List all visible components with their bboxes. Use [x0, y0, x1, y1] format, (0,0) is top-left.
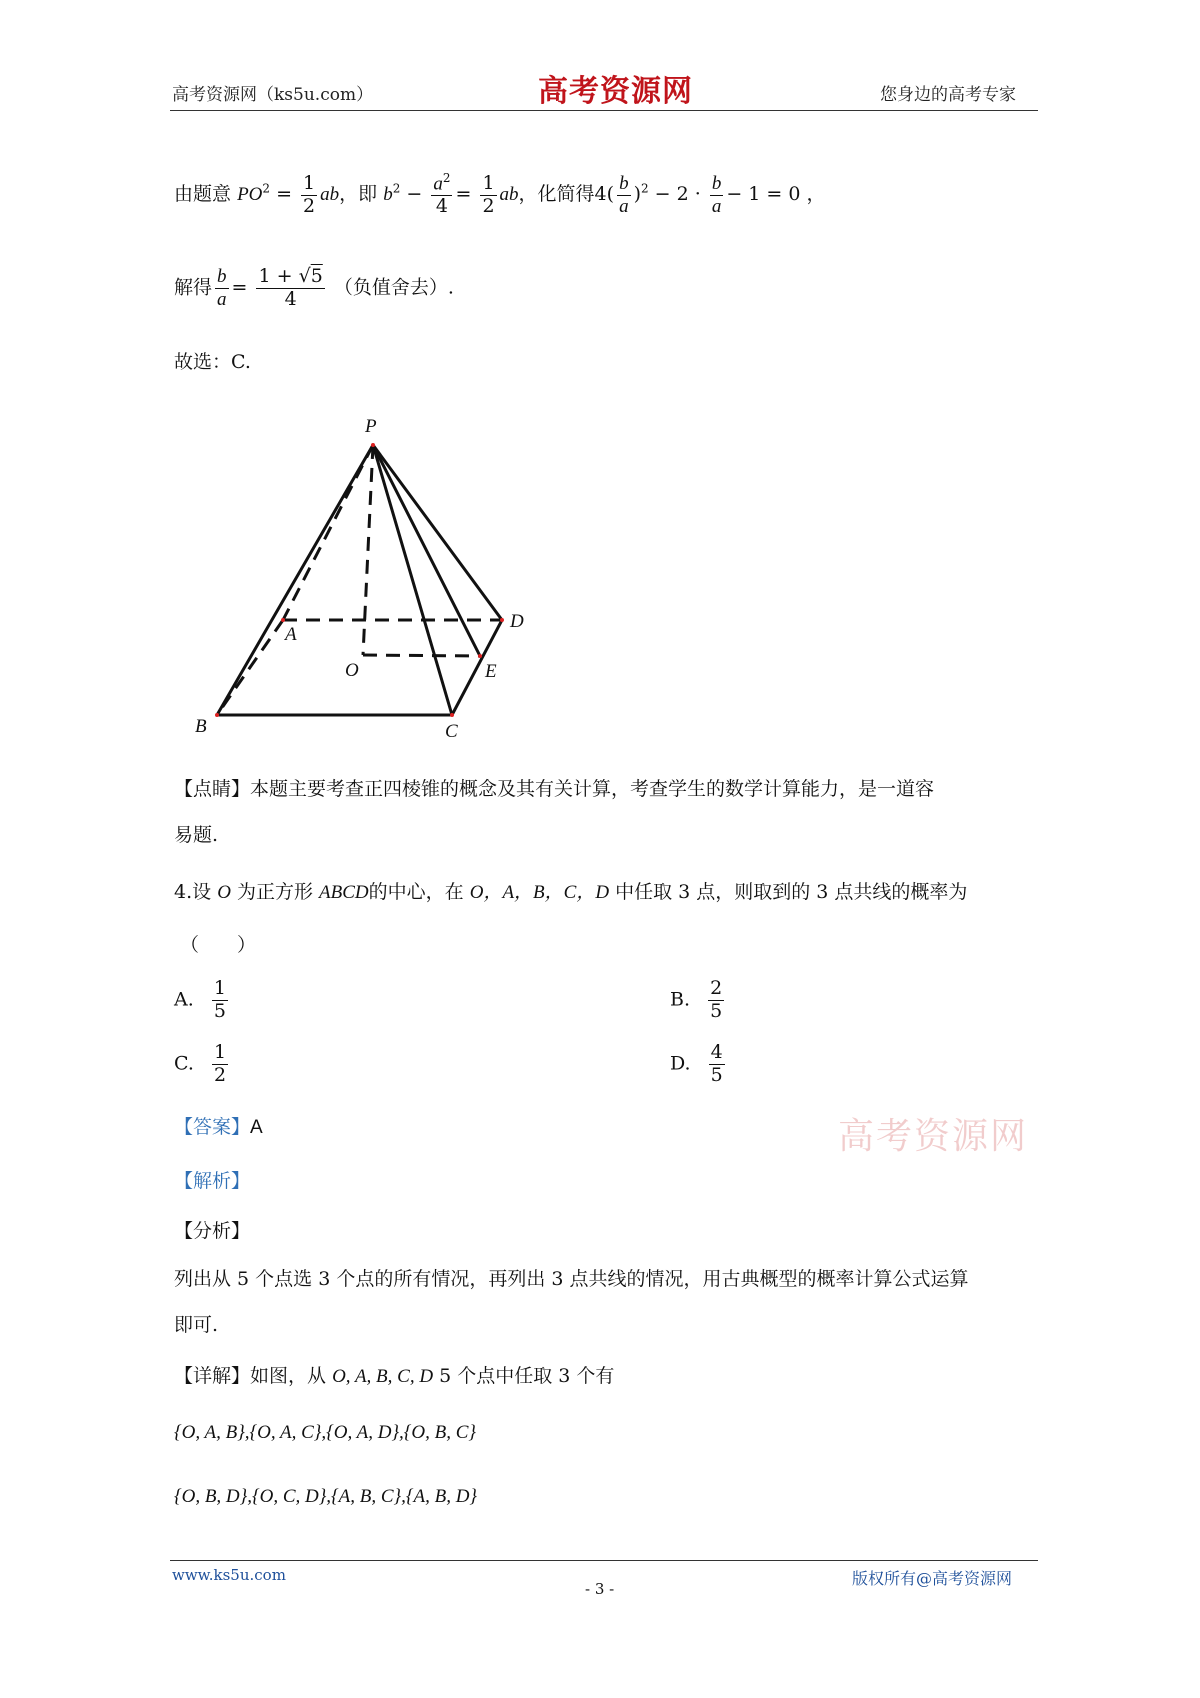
vertex-b: [215, 713, 219, 717]
option-letter: D.: [670, 1052, 691, 1075]
text-segment: 为正方形: [236, 881, 313, 903]
text-segment: 的中心，在: [368, 881, 464, 903]
fraction: $\frac{b}{a}$: [619, 172, 629, 217]
fraction: $\frac{2}{5}$: [710, 977, 723, 1022]
comment-line-2: 易题.: [174, 824, 219, 846]
option-c: [174, 1042, 231, 1087]
vertex-c: [450, 713, 454, 717]
comment-line-1: [174, 780, 934, 799]
fraction: $\frac{4}{5}$: [710, 1041, 723, 1086]
option-letter: B.: [670, 988, 691, 1011]
label-a: A: [285, 624, 297, 645]
edge-oe: [363, 655, 480, 656]
option-d: [670, 1042, 728, 1087]
fraction: $\frac{1}{2}$: [303, 171, 316, 217]
vertex-p: [371, 443, 375, 447]
text-segment: 设: [192, 881, 212, 903]
question-stem: [174, 883, 967, 902]
edge-pa: [283, 445, 373, 620]
detail-tag: 【详解】: [174, 1365, 251, 1387]
math-points: O，A，B，C，D: [469, 882, 610, 903]
page-number: - 3 -: [585, 1580, 615, 1598]
label-c: C: [445, 721, 458, 740]
watermark: 高考资源网: [838, 1116, 1029, 1157]
fraction: $\frac{1}{5}$: [213, 977, 226, 1022]
pyramid-figure: [180, 410, 540, 740]
footer-rule: [170, 1560, 1038, 1561]
answer-line: [174, 1118, 263, 1137]
vertex-a: [281, 618, 285, 622]
solution-line-2: 解得 $\frac{b}{a}$ = $\frac{1 + √5}{4}$ （负值舍去）.: [174, 265, 454, 310]
label-o: O: [345, 660, 359, 681]
label-p: P: [365, 416, 377, 437]
vertex-e: [478, 654, 482, 658]
comment-tag: 【点睛】: [174, 778, 251, 800]
text-segment: 由题意: [174, 183, 232, 206]
text-segment: ，即: [339, 183, 378, 206]
option-b: [670, 978, 727, 1023]
footer-copyright: 版权所有@高考资源网: [852, 1569, 1013, 1588]
conclusion: 故选：C.: [174, 351, 251, 373]
label-e: E: [485, 661, 497, 682]
fenxi-line-2: 即可.: [174, 1314, 219, 1336]
option-a: [174, 978, 231, 1023]
fraction: $\frac{b}{a}$: [711, 172, 722, 217]
answer-tag: 【答案】: [174, 1116, 251, 1138]
text-segment: 中任取 3 点，则取到的 3 点共线的概率为: [615, 881, 968, 903]
fraction: $\frac{1}{2}$: [482, 171, 495, 217]
label-d: D: [510, 611, 524, 632]
header-logo: 高考资源网: [538, 74, 693, 109]
edge-ab: [217, 620, 283, 715]
sets-line-1: {O, A, B},{O, A, C},{O, A, D},{O, B, C}: [174, 1422, 476, 1443]
analysis-tag: 【解析】: [174, 1170, 251, 1192]
option-letter: C.: [174, 1052, 194, 1075]
answer-parentheses: （ ）: [180, 934, 257, 956]
edge-pd: [373, 445, 502, 620]
vertex-d: [500, 618, 504, 622]
sets-line-2: {O, B, D},{O, C, D},{A, B, C},{A, B, D}: [174, 1486, 478, 1507]
math-points: O, A, B, C, D: [332, 1366, 434, 1387]
fenxi-line-1: 列出从 5 个点选 3 个点的所有情况，再列出 3 点共线的情况，用古典概型的概率计算公式运算: [174, 1268, 969, 1290]
header-slogan: 您身边的高考专家: [880, 85, 1016, 105]
text-segment: 如图，从: [250, 1365, 327, 1387]
fenxi-tag: 【分析】: [174, 1220, 251, 1242]
edge-po: [363, 445, 373, 655]
answer-value: A: [250, 1117, 263, 1138]
text-segment: ，化简得: [518, 183, 595, 206]
math-o: O: [217, 882, 231, 903]
text-segment: （负值舍去）.: [333, 276, 454, 299]
label-b: B: [195, 716, 207, 737]
option-letter: A.: [174, 988, 194, 1011]
fraction: $\frac{1 + √5}{4}$: [258, 265, 323, 310]
detail-line: [174, 1367, 614, 1386]
header-site-name: 高考资源网（ks5u.com）: [172, 85, 374, 105]
math-abcd: ABCD: [319, 882, 369, 903]
fraction: $\frac{1}{2}$: [213, 1041, 227, 1086]
question-number: 4.: [174, 881, 193, 903]
fraction: $\frac{b}{a}$: [217, 266, 227, 310]
fraction: $\frac{a^2}{4}$: [433, 171, 451, 218]
text-segment: 5 个点中任取 3 个有: [439, 1365, 615, 1387]
text-segment: 解得: [174, 276, 213, 299]
solution-line-1: 由题意 $PO^2$ = $\frac{1}{2}$ ab，即 $b^2$ − $\frac{a^2}{4}$ = $\frac{1}{2}$ ab，化简得4( $\frac{b}{a}$ )$^2$ − 2 · $\frac{b}{a}$ − 1 = 0 ，: [174, 171, 826, 218]
header-rule: [170, 110, 1038, 111]
footer-url[interactable]: www.ks5u.com: [172, 1566, 286, 1584]
comment-text: 本题主要考查正四棱锥的概念及其有关计算，考查学生的数学计算能力，是一道容: [250, 778, 935, 800]
